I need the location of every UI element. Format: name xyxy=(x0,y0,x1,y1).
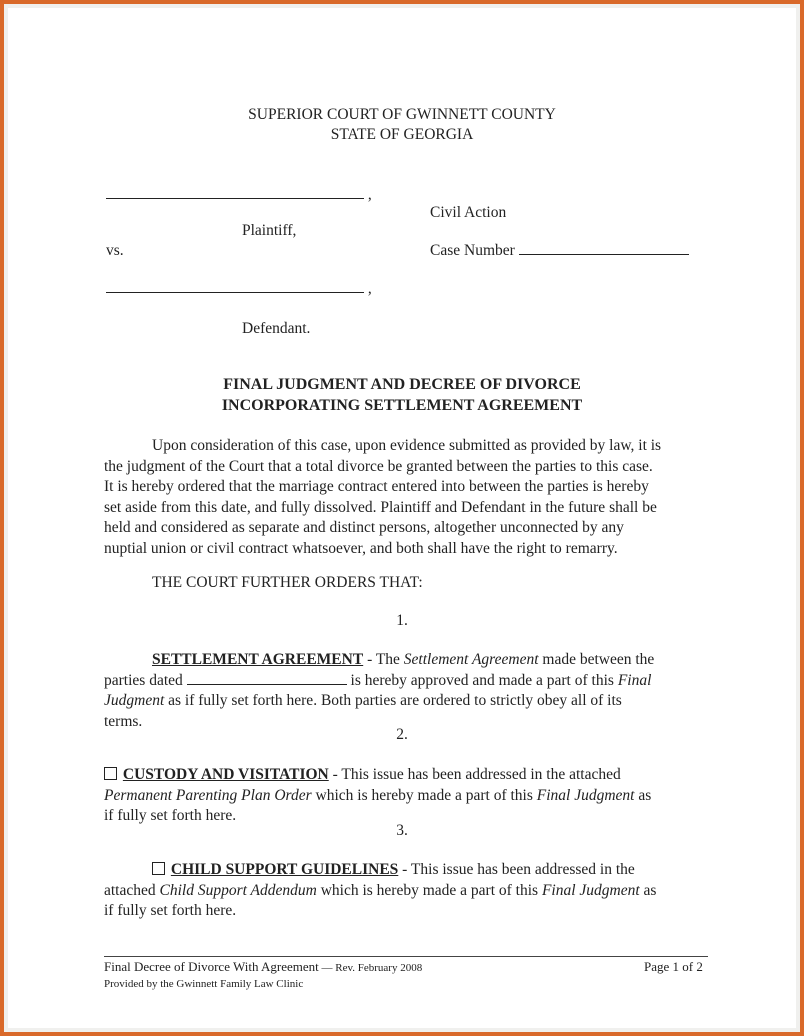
case-number-blank xyxy=(519,254,689,255)
section-2-heading: CUSTODY AND VISITATION xyxy=(122,766,329,783)
vs-label: vs. xyxy=(106,242,124,259)
section-1-number: 1. xyxy=(396,612,408,629)
section-1-heading: SETTLEMENT AGREEMENT xyxy=(152,651,364,668)
footer-page-number: Page 1 of 2 xyxy=(644,959,703,974)
custody-checkbox[interactable] xyxy=(104,767,117,780)
section-3-number: 3. xyxy=(396,822,408,839)
footer-doc-title: Final Decree of Divorce With Agreement — Rev. February 2008 xyxy=(104,959,423,974)
case-number-row xyxy=(430,242,689,260)
defendant-label: Defendant. xyxy=(242,320,311,337)
section-3-heading: CHILD SUPPORT GUIDELINES xyxy=(170,861,399,878)
child-support-checkbox[interactable] xyxy=(152,862,165,875)
court-state: STATE OF GEORGIA xyxy=(330,126,474,143)
section-3-paragraph: CHILD SUPPORT GUIDELINES - This issue has been addressed in the attached Child Support Addendum which is hereby made a part of this Final Judgment as if fully set forth here. xyxy=(104,861,657,919)
plaintiff-comma: , xyxy=(367,186,372,203)
footer-provided-by: Provided by the Gwinnett Family Law Clinic xyxy=(104,978,304,990)
intro-line: Upon consideration of this case, upon evidence submitted as provided by law, it is xyxy=(152,437,662,454)
document-body xyxy=(8,8,796,1028)
orders-heading: THE COURT FURTHER ORDERS THAT: xyxy=(152,574,423,591)
intro-line: held and considered as separate and distinct persons, altogether unconnected by any xyxy=(104,519,624,536)
plaintiff-name-blank xyxy=(106,186,372,204)
document-title-line2: INCORPORATING SETTLEMENT AGREEMENT xyxy=(221,397,583,414)
intro-line: nuptial union or civil contract whatsoever, and both shall have the right to remarry. xyxy=(104,539,618,557)
intro-line: It is hereby ordered that the marriage contract entered into between the parties is hereby xyxy=(104,478,649,495)
intro-line: the judgment of the Court that a total divorce be granted between the parties to this case. xyxy=(104,457,653,475)
case-number-label: Case Number xyxy=(430,242,515,259)
footer-rule xyxy=(104,956,708,957)
date-blank xyxy=(187,684,347,685)
document-title-line1: FINAL JUDGMENT AND DECREE OF DIVORCE xyxy=(223,376,581,393)
section-2-number: 2. xyxy=(396,726,408,743)
intro-paragraph xyxy=(104,436,714,559)
section-1-paragraph: SETTLEMENT AGREEMENT - The Settlement Agreement made between the parties dated is hereby approved and made a part of this Final Judgment as if fully set forth here. Both parties are ordered to strictly obey all of its terms. xyxy=(104,651,655,730)
court-name: SUPERIOR COURT OF GWINNETT COUNTY xyxy=(248,106,556,123)
defendant-comma: , xyxy=(367,280,372,297)
section-2-paragraph: CUSTODY AND VISITATION - This issue has been addressed in the attached Permanent Parenting Plan Order which is hereby made a part of this Final Judgment as if fully set forth here. xyxy=(104,766,652,824)
civil-action-label: Civil Action xyxy=(430,204,507,221)
intro-line: set aside from this date, and fully dissolved. Plaintiff and Defendant in the future shall be xyxy=(104,498,657,516)
defendant-name-blank xyxy=(106,280,372,298)
document-page xyxy=(8,8,796,1028)
plaintiff-label: Plaintiff, xyxy=(242,222,297,239)
